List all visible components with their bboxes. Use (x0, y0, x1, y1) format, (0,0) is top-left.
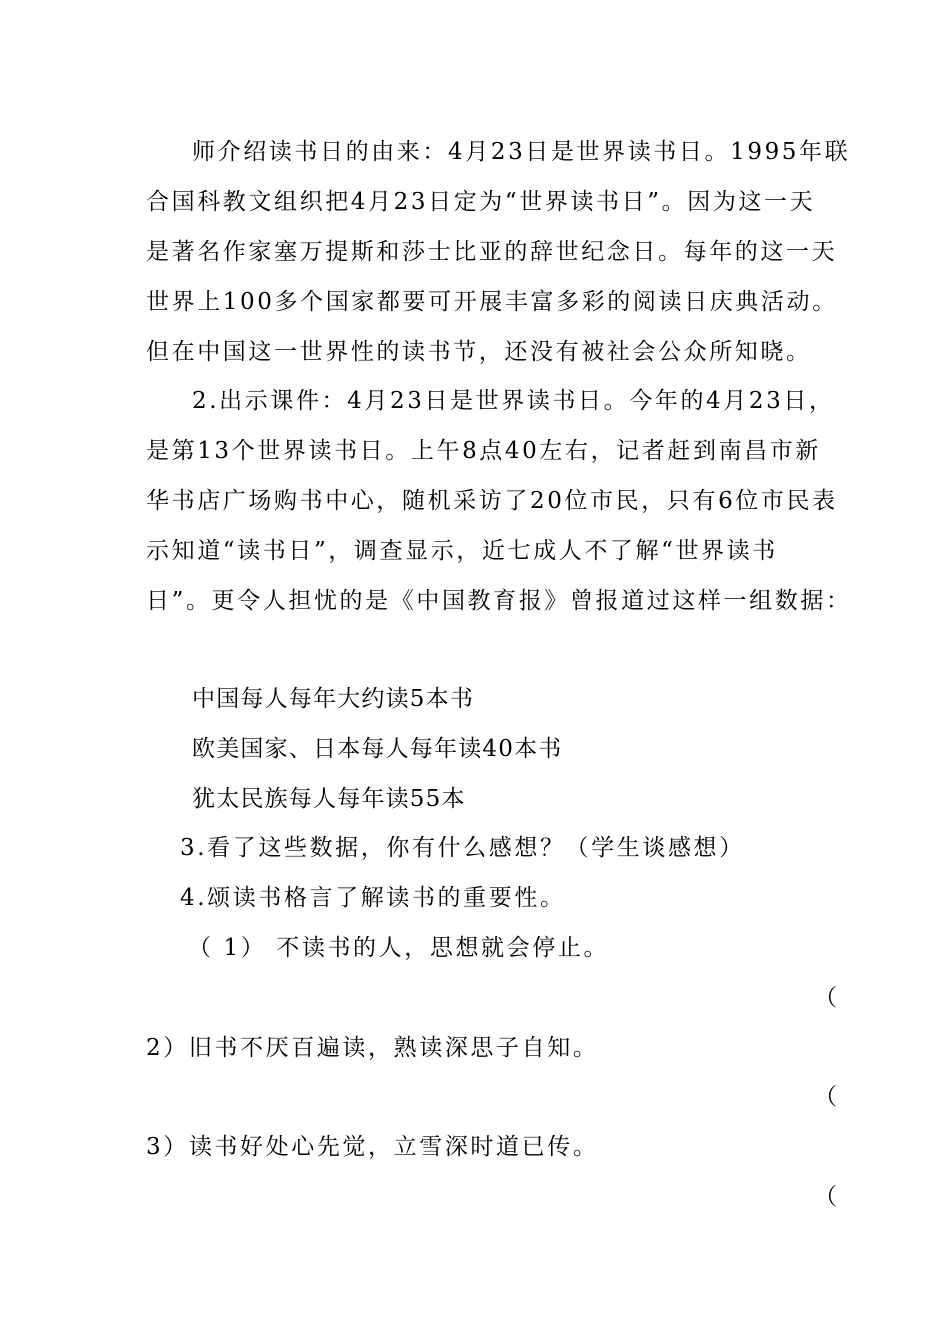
paragraph2-line-2: 是第13个世界读书日。上午8点40左右，记者赶到南昌市新 (146, 438, 821, 464)
data-list-item: 欧美国家、日本每人每年读40本书 (192, 736, 563, 762)
item-3: 3.看了这些数据，你有什么感想？（学生谈感想） (180, 835, 745, 861)
paragraph2-line-1: 2.出示课件：4月23日是世界读书日。今年的4月23日， (192, 388, 835, 414)
quote-2: 2）旧书不厌百遍读，熟读深思子自知。 (146, 1035, 599, 1061)
quote-1: （ 1） 不读书的人，思想就会停止。 (188, 935, 610, 961)
quote-open-paren: （ (814, 1084, 837, 1110)
paragraph2-line-4: 示知道“读书日”，调查显示，近七成人不了解“世界读书 (146, 538, 778, 564)
quote-3: 3）读书好处心先觉，立雪深时道已传。 (146, 1134, 599, 1160)
paragraph1-line-5: 但在中国这一世界性的读书节，还没有被社会公众所知晓。 (146, 339, 812, 365)
data-list-item: 中国每人每年大约读5本书 (192, 686, 475, 712)
paragraph2-line-3: 华书店广场购书中心，随机采访了20位市民，只有6位市民表 (146, 488, 838, 514)
paragraph1-line-2: 合国科教文组织把4月23日定为“世界读书日”。因为这一天 (146, 189, 816, 215)
data-list-item: 犹太民族每人每年读55本 (192, 786, 466, 812)
paragraph1-line-1: 师介绍读书日的由来：4月23日是世界读书日。1995年联 (192, 139, 851, 165)
quote-open-paren: （ (814, 985, 837, 1011)
quote-open-paren: （ (814, 1184, 837, 1210)
item-4: 4.颂读书格言了解读书的重要性。 (180, 885, 566, 911)
paragraph2-line-5: 日”。更令人担忧的是《中国教育报》曾报道过这样一组数据： (146, 588, 852, 614)
paragraph1-line-4: 世界上100多个国家都要可开展丰富多彩的阅读日庆典活动。 (146, 289, 838, 315)
paragraph1-line-3: 是著名作家塞万提斯和莎士比亚的辞世纪念日。每年的这一天 (146, 239, 838, 265)
